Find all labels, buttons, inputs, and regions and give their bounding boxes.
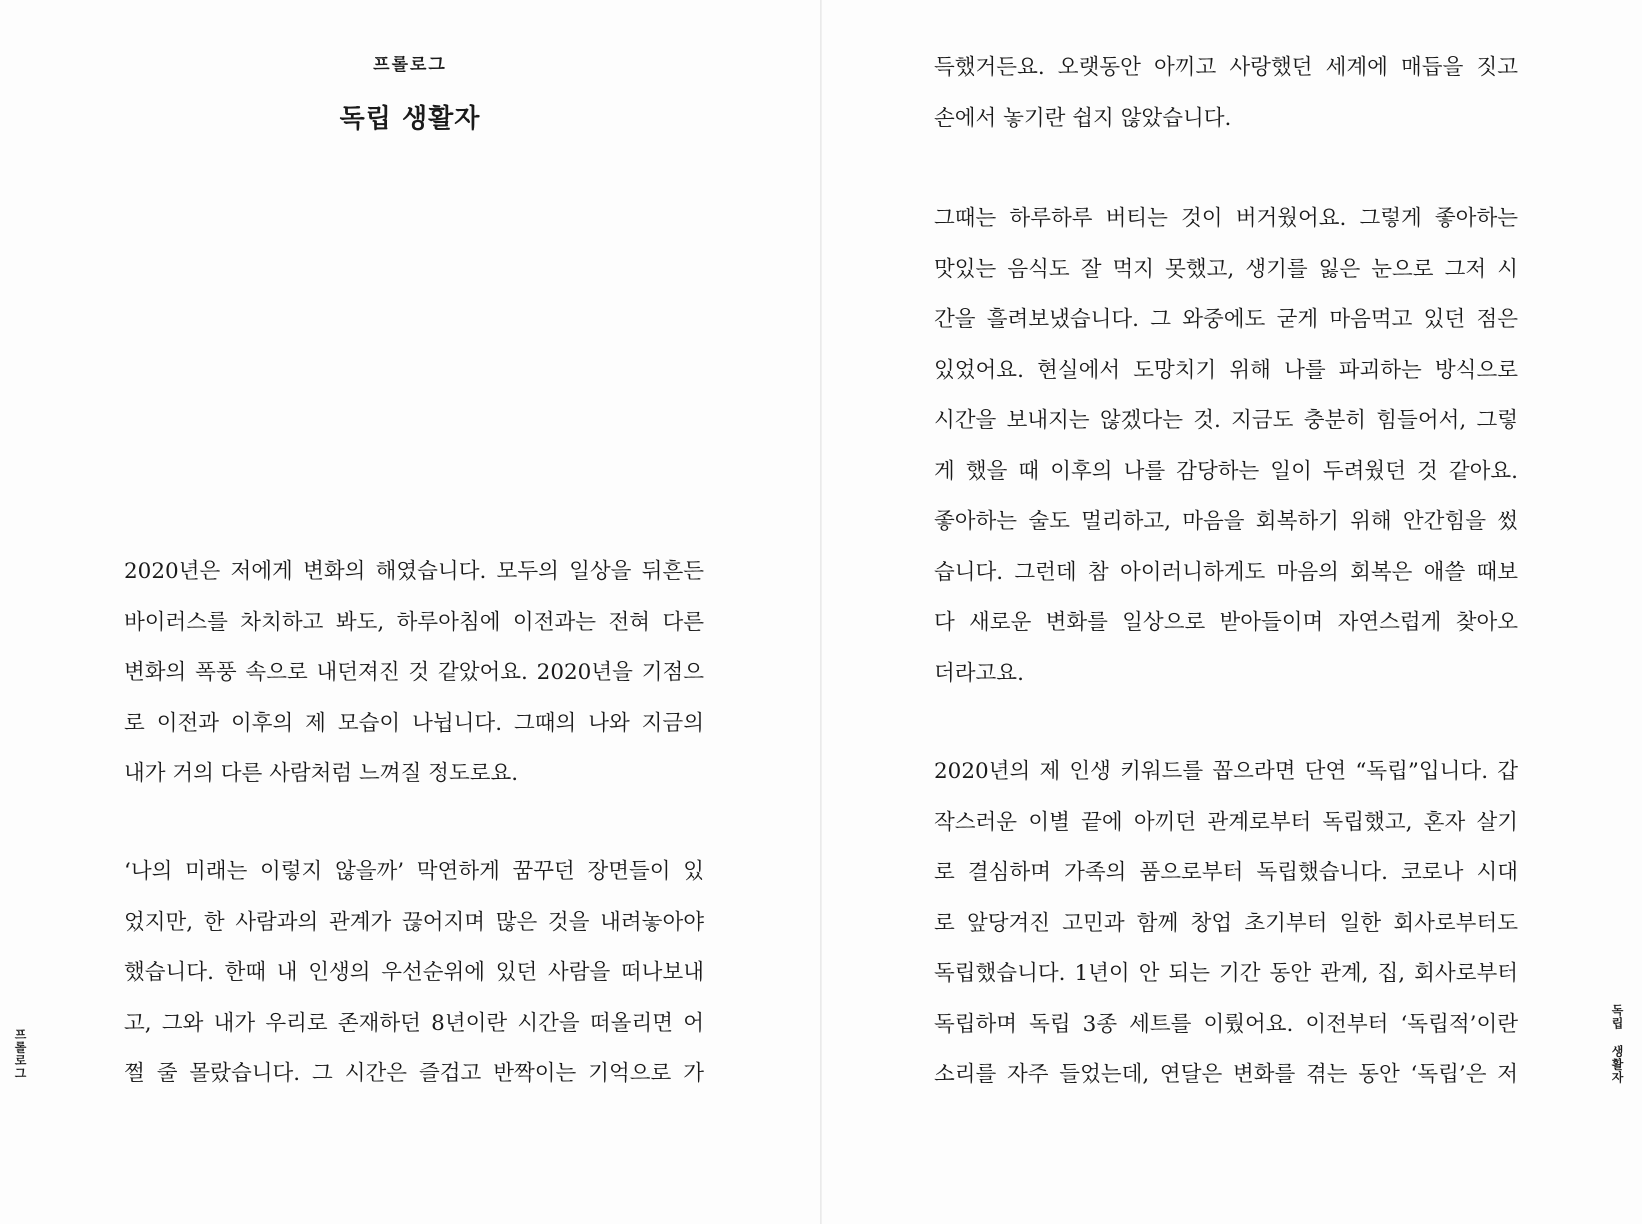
right-page [822, 0, 1642, 1224]
text-line: 내가 거의 다른 사람처럼 느껴질 정도로요. [124, 761, 519, 786]
text-line: 로 결심하며 가족의 품으로부터 독립했습니다. 코로나 시대 [934, 860, 1518, 885]
text-line: 있었어요. 현실에서 도망치기 위해 나를 파괴하는 방식으로 [934, 357, 1518, 383]
text-line: 었지만, 한 사람과의 관계가 끊어지며 많은 것을 내려놓아야 [124, 909, 704, 935]
running-header-left: 프롤로그 [13, 1028, 27, 1080]
text-line: 고, 그와 내가 우리로 존재하던 8년이란 시간을 떠올리면 어 [124, 1010, 704, 1036]
chapter-title: 독립 생활자 [339, 104, 481, 134]
text-line: 손에서 놓기란 쉽지 않았습니다. [934, 105, 1232, 131]
paragraph [934, 43, 1518, 144]
text-line: 시간을 보내지는 않겠다는 것. 지금도 충분히 힘들어서, 그렇 [934, 408, 1518, 433]
text-line: 독립했습니다. 1년이 안 되는 기간 동안 관계, 집, 회사로부터 [934, 961, 1518, 986]
text-line: 2020년의 제 인생 키워드를 꼽으라면 단연 “독립”입니다. 갑 [934, 759, 1518, 784]
text-line: 다 새로운 변화를 일상으로 받아들이며 자연스럽게 찾아오 [934, 610, 1518, 635]
text-line: 쩔 줄 몰랐습니다. 그 시간은 즐겁고 반짝이는 기억으로 가 [124, 1061, 704, 1086]
text-line: 좋아하는 술도 멀리하고, 마음을 회복하기 위해 안간힘을 썼 [934, 509, 1518, 534]
running-header-right: 독립 생활자 [1610, 1004, 1624, 1084]
text-line: 소리를 자주 들었는데, 연달은 변화를 겪는 동안 ‘독립’은 저 [934, 1062, 1518, 1087]
text-line: 습니다. 그런데 참 아이러니하게도 마음의 회복은 애쓸 때보 [934, 559, 1518, 585]
paragraph [124, 547, 704, 800]
text-line: 바이러스를 차치하고 봐도, 하루아침에 이전과는 전혀 다른 [124, 609, 704, 635]
text-line: 했습니다. 한때 내 인생의 우선순위에 있던 사람을 떠나보내 [124, 960, 704, 985]
text-line: 게 했을 때 이후의 나를 감당하는 일이 두려웠던 것 같아요. [934, 458, 1518, 484]
paragraph [124, 847, 704, 1100]
paragraph [934, 747, 1518, 1101]
chapter-label: 프롤로그 [373, 55, 447, 75]
text-line: 맛있는 음식도 잘 먹지 못했고, 생기를 잃은 눈으로 그저 시 [934, 256, 1518, 282]
paragraph [934, 194, 1518, 699]
text-line: 변화의 폭풍 속으로 내던져진 것 같았어요. 2020년을 기점으 [124, 660, 704, 685]
left-page [0, 0, 820, 1224]
text-line: 간을 흘려보냈습니다. 그 와중에도 굳게 마음먹고 있던 점은 [934, 307, 1518, 332]
text-line: 2020년은 저에게 변화의 해였습니다. 모두의 일상을 뒤흔든 [124, 559, 704, 584]
text-line: 그때는 하루하루 버티는 것이 버거웠어요. 그렇게 좋아하는 [934, 206, 1518, 231]
text-line: 득했거든요. 오랫동안 아끼고 사랑했던 세계에 매듭을 짓고 [934, 55, 1518, 80]
text-line: 로 이전과 이후의 제 모습이 나뉩니다. 그때의 나와 지금의 [124, 710, 704, 736]
text-line: 더라고요. [934, 660, 1024, 686]
text-line: ‘나의 미래는 이렇지 않을까’ 막연하게 꿈꾸던 장면들이 있 [124, 859, 704, 884]
text-line: 로 앞당겨진 고민과 함께 창업 초기부터 일한 회사로부터도 [934, 910, 1518, 936]
text-line: 작스러운 이별 끝에 아끼던 관계로부터 독립했고, 혼자 살기 [934, 809, 1518, 835]
text-line: 독립하며 독립 3종 세트를 이뤘어요. 이전부터 ‘독립적’이란 [934, 1011, 1518, 1037]
